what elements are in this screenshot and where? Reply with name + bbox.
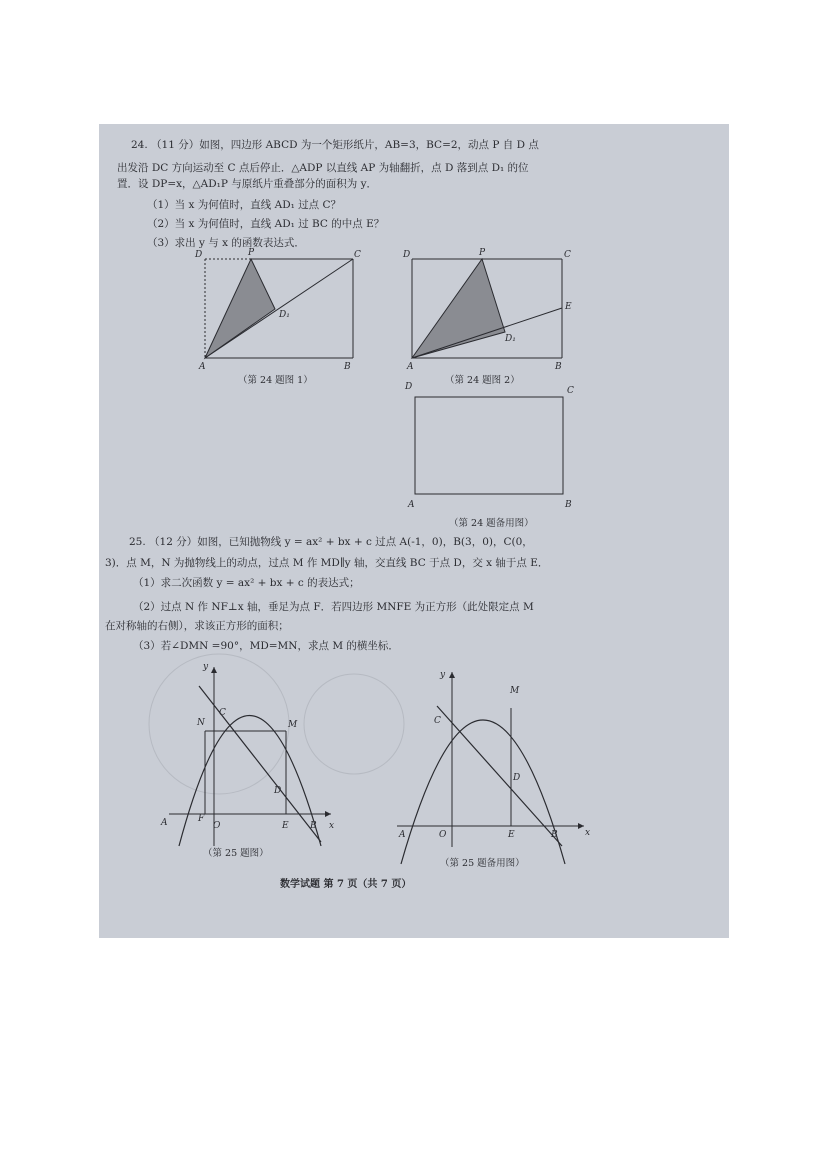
q25-line-6: （3）若∠DMN =90°，MD=MN，求点 M 的横坐标． — [133, 640, 399, 652]
q24-fig3-label-D: D — [405, 382, 413, 392]
q24-fig1-label-B: B — [344, 362, 351, 372]
q25-fig1-label-x: x — [329, 821, 335, 831]
q25-fig2-label-A: A — [399, 830, 406, 840]
q24-fig1-label-P: P — [248, 248, 255, 258]
q24-line-5: （2）当 x 为何值时，直线 AD₁ 过 BC 的中点 E？ — [147, 218, 385, 230]
q24-fig2-label-D: D — [403, 250, 411, 260]
q25-line-3: （1）求二次函数 y = ax² + bx + c 的表达式； — [133, 577, 360, 589]
scanned-exam-page — [99, 124, 729, 938]
q24-line-6: （3）求出 y 与 x 的函数表达式． — [147, 237, 305, 249]
q25-line-5: 在对称轴的右侧），求该正方形的面积； — [105, 620, 289, 632]
q24-fig2-label-C: C — [564, 250, 571, 260]
q24-fig2-label-B: B — [555, 362, 562, 372]
q24-fig1-caption: （第 24 题图 1） — [238, 375, 313, 386]
q24-fig2-label-D1: D₁ — [505, 334, 516, 344]
q25-fig1-label-N: N — [197, 718, 205, 728]
q25-fig1-label-A: A — [161, 818, 168, 828]
q25-line-1: 25. （12 分）如图，已知抛物线 y = ax² + bx + c 过点 A(-1，0)，B(3，0)，C(0， — [129, 536, 533, 548]
q25-fig2-label-B: B — [551, 830, 558, 840]
q25-fig2-label-O: O — [439, 830, 447, 840]
q25-fig1-caption: （第 25 题图） — [203, 848, 269, 859]
q25-fig2-label-E: E — [508, 830, 515, 840]
q24-line-1: 24. （11 分）如图，四边形 ABCD 为一个矩形纸片，AB=3，BC=2，动点 P 自 D 点 — [131, 139, 539, 151]
q25-fig2-label-D: D — [513, 773, 521, 783]
q25-fig1-label-D: D — [274, 786, 282, 796]
q25-fig2-label-M: M — [510, 686, 520, 696]
q24-fig2-label-P: P — [479, 248, 486, 258]
q25-line-2: 3)．点 M，N 为抛物线上的动点，过点 M 作 MD∥y 轴，交直线 BC 于点 D，交 x 轴于点 E． — [105, 557, 549, 569]
q24-fig1-label-A: A — [199, 362, 206, 372]
q25-fig1-label-y: y — [203, 662, 209, 672]
q24-fig1-label-D1: D₁ — [279, 310, 290, 320]
q25-fig1-label-E: E — [282, 821, 289, 831]
q24-fig3-label-A: A — [408, 500, 415, 510]
q24-fig1-label-D: D — [195, 250, 203, 260]
q25-fig2-label-C: C — [434, 716, 441, 726]
q24-fig2-label-E: E — [565, 302, 572, 312]
q25-figure-2 — [99, 124, 729, 938]
q24-line-2: 出发沿 DC 方向运动至 C 点后停止．△ADP 以直线 AP 为轴翻折，点 D 落到点 D₁ 的位 — [117, 162, 529, 174]
q25-fig2-label-x: x — [585, 828, 591, 838]
q24-line-3: 置．设 DP=x，△AD₁P 与原纸片重叠部分的面积为 y． — [117, 178, 377, 190]
q24-fig3-label-B: B — [565, 500, 572, 510]
q25-fig1-label-O: O — [213, 821, 221, 831]
q25-fig2-label-y: y — [440, 670, 446, 680]
q25-fig1-label-F: F — [198, 814, 205, 824]
q25-fig1-label-M: M — [288, 720, 298, 730]
page-footer: 数学试题 第 7 页（共 7 页） — [280, 879, 412, 890]
q24-line-4: （1）当 x 为何值时，直线 AD₁ 过点 C？ — [147, 199, 342, 211]
q25-fig2-caption: （第 25 题备用图） — [440, 858, 525, 869]
q24-fig3-caption: （第 24 题备用图） — [449, 518, 534, 529]
q25-fig1-label-B: B — [310, 821, 317, 831]
q24-fig2-label-A: A — [407, 362, 414, 372]
q25-fig1-label-C: C — [219, 708, 226, 718]
q24-fig2-caption: （第 24 题图 2） — [445, 375, 520, 386]
q24-fig3-label-C: C — [567, 386, 574, 396]
q25-line-4: （2）过点 N 作 NF⊥x 轴，垂足为点 F．若四边形 MNFE 为正方形（此处限定点 M — [133, 601, 534, 613]
q24-fig1-label-C: C — [354, 250, 361, 260]
